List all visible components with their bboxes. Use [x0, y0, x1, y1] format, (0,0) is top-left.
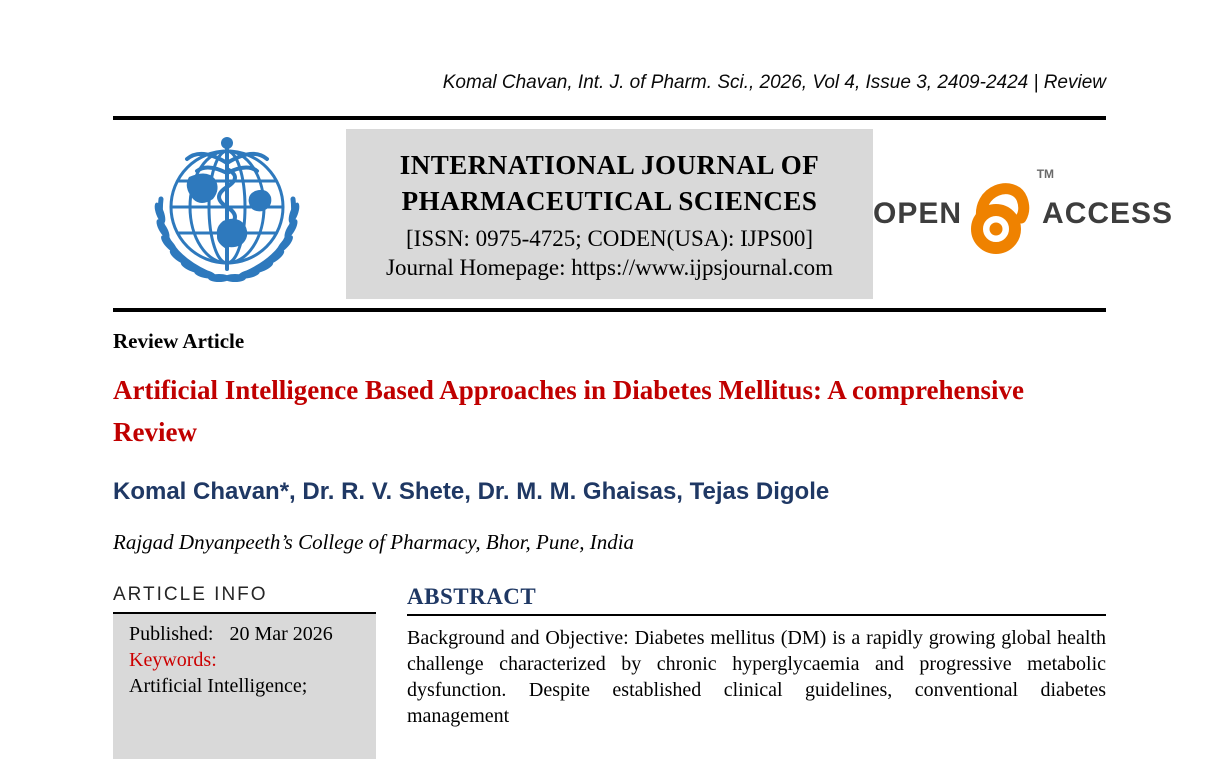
header-rule-top [113, 116, 1106, 120]
article-type-label: Review Article [113, 329, 245, 353]
open-access-word-access: ACCESS [1042, 197, 1174, 230]
header-rule-bottom [113, 308, 1106, 312]
article-title: Artificial Intelligence Based Approaches in Diabetes Mellitus: A comprehensive Review [113, 375, 1024, 447]
published-label: Published: [129, 623, 214, 645]
article-affiliation: Rajgad Dnyanpeeth’s College of Pharmacy, Bhor, Pune, India [113, 530, 635, 554]
journal-issn-coden: [ISSN: 0975-4725; CODEN(USA): IJPS00] [406, 226, 813, 251]
abstract-column [407, 584, 1106, 729]
globe-caduceus-icon [127, 129, 327, 299]
abstract-heading: ABSTRACT [407, 584, 1106, 616]
abstract-text: Background and Objective: Diabetes mellitus (DM) is a rapidly growing global health challenge characterized by chronic hyperglycaemia and progressive metabolic dysfunction. Despite established clinical guidelines, conventional diabetes management [407, 627, 1106, 727]
article-info-box [113, 614, 376, 759]
open-access-word-open: OPEN [873, 197, 963, 230]
running-head-citation: Komal Chavan, Int. J. of Pharm. Sci., 2026, Vol 4, Issue 3, 2409-2424 | Review [442, 72, 1106, 93]
journal-name-line1: INTERNATIONAL JOURNAL OF [399, 150, 820, 180]
journal-masthead [113, 129, 1174, 299]
trademark-label: TM [1036, 167, 1055, 181]
keyword-item: Artificial Intelligence; [129, 675, 308, 697]
journal-title-box [346, 129, 873, 299]
published-date: 20 Mar 2026 [229, 623, 333, 645]
open-lock-icon [966, 167, 1055, 257]
journal-logo [127, 129, 327, 299]
article-info-column [113, 584, 376, 759]
published-line [129, 621, 366, 647]
journal-name-line2: PHARMACEUTICAL SCIENCES [401, 186, 818, 216]
journal-homepage-link[interactable]: Journal Homepage: https://www.ijpsjournal.com [386, 255, 833, 280]
info-abstract-columns [113, 584, 1106, 759]
article-authors: Komal Chavan*, Dr. R. V. Shete, Dr. M. M. Ghaisas, Tejas Digole [113, 478, 830, 505]
open-access-logo [873, 167, 1174, 257]
keywords-label: Keywords: [129, 649, 217, 671]
article-info-heading: ARTICLE INFO [113, 584, 376, 614]
